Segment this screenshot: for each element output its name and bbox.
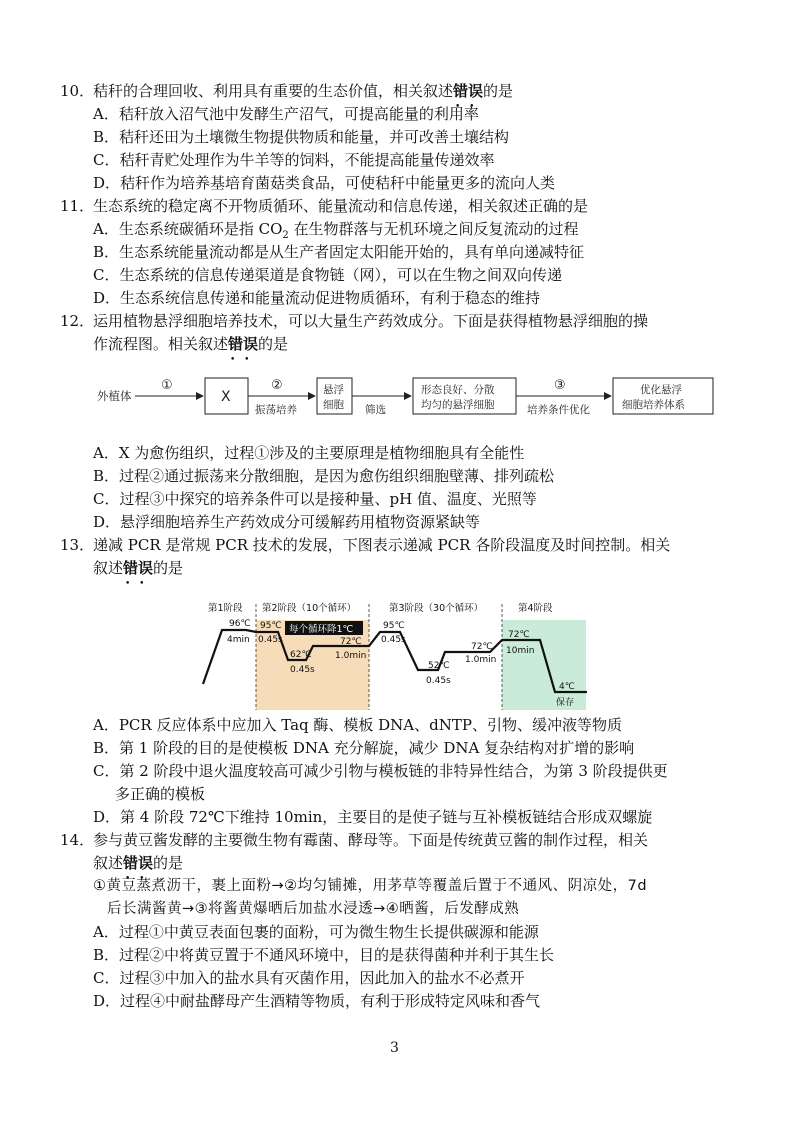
q13-stem-line2 [93,557,183,580]
q14-emphasis: 错误 • • [123,852,153,875]
q11-option-a-subscript: 2 [282,230,289,241]
stage3-title: 第3阶段（30个循环） [389,603,484,614]
label-4c: 4℃ [559,682,575,692]
q13-pcr-diagram [200,596,610,711]
q14-option-a: A．过程①中黄豆表面包裹的面粉，可为微生物生长提供碳源和能源 [93,923,539,941]
q11-option-d: D．生态系统信息传递和能量流动促进物质循环，有利于稳态的维持 [93,289,541,307]
q10-number: 10． [60,82,95,100]
q14-stem-text: 参与黄豆酱发酵的主要微生物有霉菌、酵母等。下面是传统黄豆酱的制作过程，相关 [93,831,649,849]
q12-option-a: A．X 为愈伤组织，过程①涉及的主要原理是植物细胞具有全能性 [93,444,525,462]
q12-stem-end: 的是 [258,335,289,353]
flow-box-x-label: X [221,389,231,405]
q13-stem [60,534,670,557]
q12-stem-line2 [93,333,288,356]
label-72c-c: 72℃ [508,630,530,640]
q14-stem-end: 的是 [153,854,184,872]
q14-stem-text-2: 叙述 [93,854,124,872]
label-045s-a: 0.45s [258,635,283,645]
q13-option-c-cont: 多正确的模板 [115,785,206,803]
label-52c: 52℃ [428,661,450,671]
stage2-title: 第2阶段（10个循环） [262,603,357,614]
q10-stem-text: 秸秆的合理回收、利用具有重要的生态价值，相关叙述 [93,82,454,100]
q14-number: 14． [60,831,95,849]
flow-step1-label: ① [161,378,173,393]
q13-number: 13． [60,536,95,554]
q10-option-a: A．秸秆放入沼气池中发酵生产沼气，可提高能量的利用率 [93,105,479,123]
q14-option-c: C．过程③中加入的盐水具有灭菌作用，因此加入的盐水不必煮开 [93,969,525,987]
label-1min-b: 1.0min [465,655,497,665]
q11-option-c: C．生态系统的信息传递渠道是食物链（网），可以在生物之间双向传递 [93,266,562,284]
label-store: 保存 [556,698,575,708]
q14-process-line1: ①黄豆蒸煮沥干，裹上面粉→②均匀铺摊，用茅草等覆盖后置于不通风、阴凉处，7d [93,878,648,894]
q12-option-d: D．悬浮细胞培养生产药效成分可缓解药用植物资源紧缺等 [93,513,481,531]
q13-option-c: C．第 2 阶段中退火温度较高可减少引物与模板链的非特异性结合，为第 3 阶段提供更 [93,762,668,780]
q13-stem-text-2: 叙述 [93,559,124,577]
q11-option-a-text: A．生态系统碳循环是指 CO [93,220,283,238]
q12-number: 12． [60,312,95,330]
q14-stem [60,829,648,852]
q14-option-d: D．过程④中耐盐酵母产生酒精等物质，有利于形成特定风味和香气 [93,992,541,1010]
q12-option-b: B．过程②通过振荡来分散细胞，是因为愈伤组织细胞壁薄、排列疏松 [93,467,555,485]
q11-stem [60,195,588,218]
q13-option-a: A．PCR 反应体系中应加入 Taq 酶、模板 DNA、dNTP、引物、缓冲液等物质 [93,716,622,734]
q14-option-b: B．过程②中将黄豆置于不通风环境中，目的是获得菌种并利于其生长 [93,946,555,964]
q10-option-b: B．秸秆还田为土壤微生物提供物质和能量，并可改善土壤结构 [93,128,510,146]
flow-box-optimized-l1: 优化悬浮 [640,384,682,396]
note-text: 每个循环降1℃ [289,624,354,635]
label-4min: 4min [227,635,250,645]
label-1min-a: 1.0min [335,651,367,661]
label-72c-b: 72℃ [471,642,493,652]
q12-stem-text-2: 作流程图。相关叙述 [93,335,229,353]
q11-stem-text: 生态系统的稳定离不开物质循环、能量流动和信息传递，相关叙述正确的是 [93,197,589,215]
q10-emphasis: 错误 • • [453,80,483,103]
label-10min: 10min [506,646,535,656]
q13-option-d: D．第 4 阶段 72℃下维持 10min，主要目的是使子链与互补模板链结合形成双螺旋 [93,808,653,826]
stage1-title: 第1阶段 [208,603,243,614]
label-045s-d: 0.45s [426,676,451,686]
q14-stem-line2 [93,852,183,875]
q10-option-d: D．秸秆作为培养基培育菌菇类食品，可使秸秆中能量更多的流向人类 [93,174,556,192]
q10-stem [60,80,513,103]
label-62c: 62℃ [290,650,312,660]
q11-option-a-text-end: 在生物群落与无机环境之间反复流动的过程 [288,220,579,238]
q13-stem-end: 的是 [153,559,184,577]
stage4-title: 第4阶段 [518,603,553,614]
q12-stem [60,310,648,333]
flow-screen-text: 筛选 [365,404,386,416]
flow-step3-label: ③ [554,378,566,393]
flow-step2-text: 振荡培养 [255,404,297,416]
q10-option-c: C．秸秆青贮处理作为牛羊等的饲料，不能提高能量传递效率 [93,151,495,169]
q13-stem-text: 递减 PCR 是常规 PCR 技术的发展，下图表示递减 PCR 各阶段温度及时间控制。相关 [93,536,671,554]
q14-process-line2: 后长满酱黄→③将酱黄爆晒后加盐水浸透→④晒酱，后发酵成熟 [107,901,520,917]
q12-flowchart [95,370,735,430]
label-045s-c: 0.45s [381,635,406,645]
flow-start-label: 外植体 [97,389,132,403]
q13-option-b: B．第 1 阶段的目的是使模板 DNA 充分解旋，减少 DNA 复杂结构对扩增的影响 [93,739,635,757]
label-96c: 96℃ [229,619,251,629]
label-95c-b: 95℃ [383,621,405,631]
page-number: 3 [390,1040,399,1056]
flow-step2-label: ② [271,378,283,393]
q13-emphasis: 错误 • • [123,557,153,580]
flow-box-suspension-l1: 悬浮 [323,384,344,396]
flow-box-suspension-l2: 细胞 [323,399,344,411]
flow-box-optimized-l2: 细胞培养体系 [622,399,685,411]
flow-box-good-cells-l1: 形态良好、分散 [421,384,495,396]
label-95c-a: 95℃ [260,621,282,631]
label-045s-b: 0.45s [290,665,315,675]
q12-option-c: C．过程③中探究的培养条件可以是接种量、pH 值、温度、光照等 [93,490,537,508]
q10-stem-end: 的是 [483,82,514,100]
q11-number: 11． [60,197,95,215]
q11-option-b: B．生态系统能量流动都是从生产者固定太阳能开始的，具有单向递减特征 [93,243,585,261]
label-72c-a: 72℃ [340,637,362,647]
q12-stem-text: 运用植物悬浮细胞培养技术，可以大量生产药效成分。下面是获得植物悬浮细胞的操 [93,312,649,330]
flow-step3-text: 培养条件优化 [527,404,590,416]
flow-box-good-cells-l2: 均匀的悬浮细胞 [421,399,495,411]
q12-emphasis: 错误 • • [228,333,258,356]
